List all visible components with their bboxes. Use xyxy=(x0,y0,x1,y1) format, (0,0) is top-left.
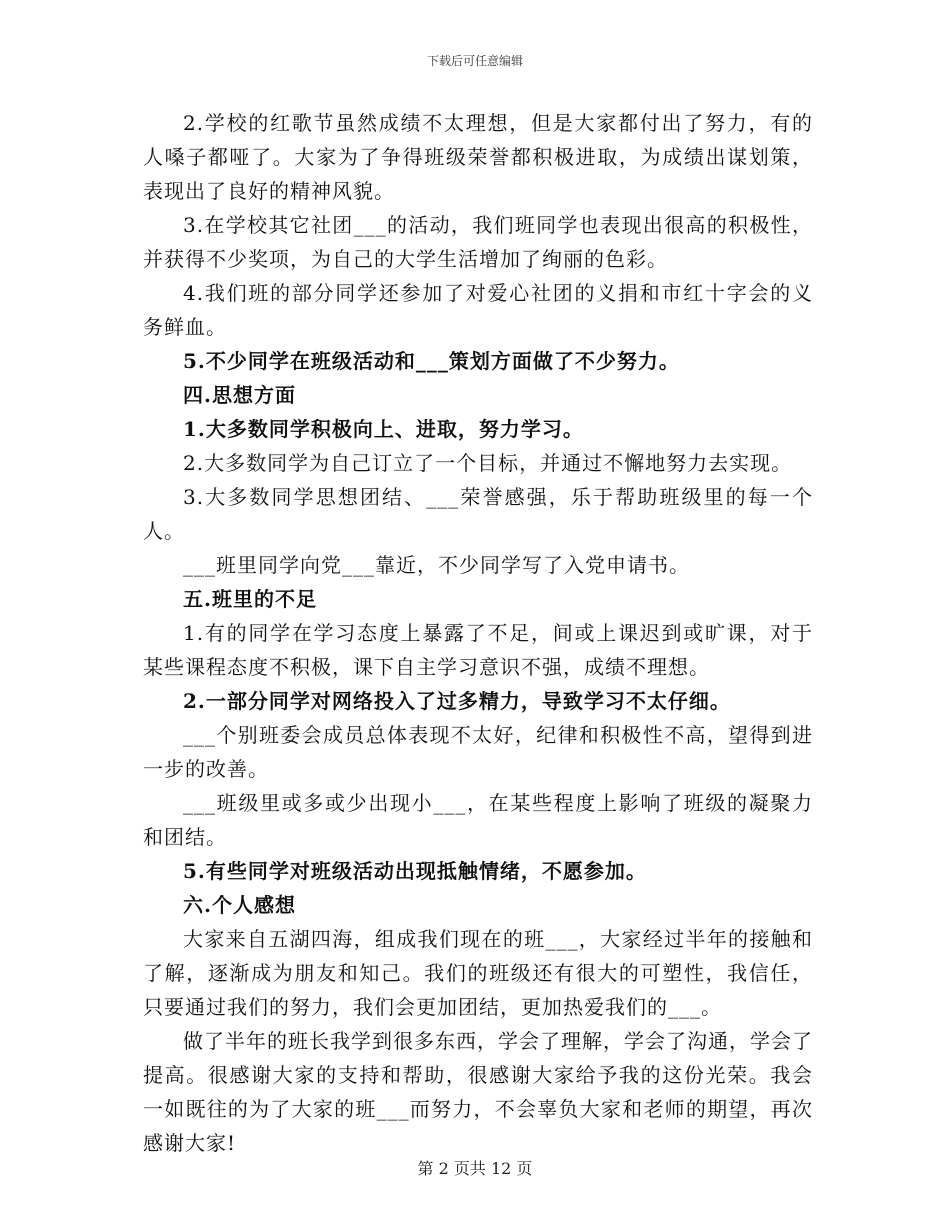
paragraph-2: 3.在学校其它社团___的活动，我们班同学也表现出很高的积极性，并获得不少奖项，为自己的大学生活增加了绚丽的色彩。 xyxy=(143,213,813,271)
page-footer: 第 2 页共 12 页 xyxy=(417,1159,533,1178)
section-heading-6: 六.个人感想 xyxy=(183,893,296,917)
paragraph-3: 4.我们班的部分同学还参加了对爱心社团的义捐和市红十字会的义务鲜血。 xyxy=(143,281,813,339)
paragraph-13: 5.有些同学对班级活动出现抵触情绪，不愿参加。 xyxy=(183,859,647,883)
paragraph-10: 2.一部分同学对网络投入了过多精力，导致学习不太仔细。 xyxy=(183,689,731,713)
paragraph-8: ___班里同学向党___靠近，不少同学写了入党申请书。 xyxy=(183,553,690,577)
paragraph-7: 3.大多数同学思想团结、___荣誉感强，乐于帮助班级里的每一个人。 xyxy=(143,485,813,543)
paragraph-6: 2.大多数同学为自己订立了一个目标，并通过不懈地努力去实现。 xyxy=(183,451,793,475)
section-heading-4: 四.思想方面 xyxy=(183,383,296,407)
paragraph-15: 做了半年的班长我学到很多东西，学会了理解，学会了沟通，学会了提高。很感谢大家的支持和帮助，很感谢大家给予我的这份光荣。我会一如既往的为了大家的班___而努力，不会辜负大家和老师的期望，再次感谢大家! xyxy=(143,1029,813,1155)
paragraph-1: 2.学校的红歌节虽然成绩不太理想，但是大家都付出了努力，有的人嗓子都哑了。大家为了争得班级荣誉都积极进取，为成绩出谋划策，表现出了良好的精神风貌。 xyxy=(143,111,813,203)
section-heading-5: 五.班里的不足 xyxy=(183,587,317,611)
paragraph-9: 1.有的同学在学习态度上暴露了不足，间或上课迟到或旷课，对于某些课程态度不积极，课下自主学习意识不强，成绩不理想。 xyxy=(143,621,813,679)
paragraph-4: 5.不少同学在班级活动和___策划方面做了不少努力。 xyxy=(183,349,680,373)
paragraph-12: ___班级里或多或少出现小___，在某些程度上影响了班级的凝聚力和团结。 xyxy=(143,791,813,849)
paragraph-14: 大家来自五湖四海，组成我们现在的班___，大家经过半年的接触和了解，逐渐成为朋友和知己。我们的班级还有很大的可塑性，我信任，只要通过我们的努力，我们会更加团结，更加热爱我们的___。 xyxy=(143,927,813,1019)
document-body xyxy=(143,106,813,1160)
paragraph-5: 1.大多数同学积极向上、进取，努力学习。 xyxy=(183,417,584,441)
paragraph-11: ___个别班委会成员总体表现不太好，纪律和积极性不高，望得到进一步的改善。 xyxy=(143,723,813,781)
page-header: 下载后可任意编辑 xyxy=(426,54,523,68)
